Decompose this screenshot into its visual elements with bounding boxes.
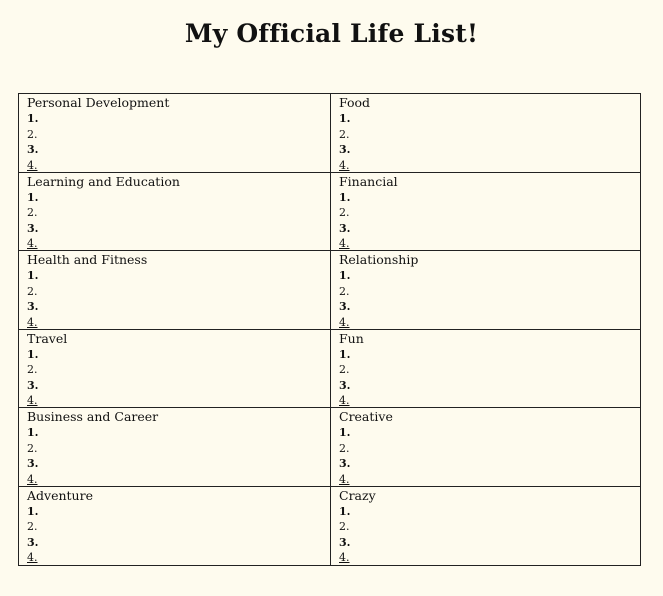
- list-item-number: 4.: [339, 315, 350, 329]
- category-label: Financial: [339, 173, 398, 189]
- list-item-number: 3.: [27, 221, 39, 235]
- list-item-number: 3.: [339, 221, 351, 235]
- list-item-number: 2.: [339, 520, 350, 533]
- category-label: Travel: [27, 330, 68, 346]
- list-item-number: 1.: [339, 504, 351, 518]
- list-item-number: 3.: [27, 535, 39, 549]
- list-item-number: 1.: [27, 347, 39, 361]
- category-label: Learning and Education: [27, 173, 180, 189]
- list-item-number: 2.: [27, 520, 38, 533]
- list-item-number: 3.: [27, 300, 39, 313]
- list-item-number: 1.: [339, 347, 351, 361]
- category-label: Adventure: [27, 487, 93, 503]
- list-item-number: 3.: [339, 143, 351, 156]
- list-item-number: 1.: [339, 190, 351, 204]
- life-list-table: [18, 93, 641, 566]
- list-item-number: 1.: [27, 504, 39, 518]
- list-item-number: 4.: [27, 394, 38, 407]
- category-label: Business and Career: [27, 409, 159, 424]
- list-item-number: 4.: [339, 472, 350, 486]
- list-item-number: 2.: [27, 284, 38, 298]
- list-item-number: 4.: [339, 158, 350, 172]
- list-item-number: 2.: [339, 284, 350, 298]
- category-cell-business-and-career: [19, 408, 331, 487]
- category-label: Fun: [339, 330, 364, 346]
- category-cell-creative: [331, 408, 640, 487]
- list-item-number: 4.: [339, 237, 350, 250]
- list-item-number: 1.: [27, 112, 39, 125]
- list-item-number: 4.: [27, 315, 38, 329]
- list-item-number: 2.: [339, 127, 350, 141]
- list-item-number: 1.: [27, 190, 39, 204]
- page-title: My Official Life List!: [184, 19, 479, 48]
- category-label: Relationship: [339, 252, 419, 267]
- category-cell-crazy: [331, 487, 640, 566]
- list-item-number: 1.: [339, 269, 351, 282]
- category-cell-adventure: [19, 487, 331, 566]
- list-item-number: 3.: [339, 535, 351, 549]
- list-item-number: 2.: [27, 441, 38, 455]
- category-cell-fun: [331, 330, 640, 409]
- list-item-number: 3.: [27, 457, 39, 470]
- category-cell-health-and-fitness: [19, 251, 331, 330]
- list-item-number: 2.: [339, 363, 350, 376]
- category-cell-learning-and-education: [19, 173, 331, 252]
- list-item-number: 2.: [27, 206, 38, 219]
- category-label: Crazy: [339, 487, 376, 503]
- list-item-number: 3.: [339, 300, 351, 313]
- list-item-number: 4.: [27, 472, 38, 486]
- list-item-number: 2.: [27, 127, 38, 141]
- list-item-number: 4.: [27, 551, 38, 564]
- list-item-number: 1.: [27, 269, 39, 282]
- list-item-number: 4.: [339, 394, 350, 407]
- list-item-number: 4.: [339, 551, 350, 564]
- category-cell-personal-development: [19, 94, 331, 173]
- category-cell-food: [331, 94, 640, 173]
- list-item-number: 3.: [27, 378, 39, 392]
- category-label: Personal Development: [27, 95, 170, 110]
- list-item-number: 2.: [339, 441, 350, 455]
- category-label: Health and Fitness: [27, 252, 148, 267]
- list-item-number: 1.: [27, 426, 39, 439]
- category-label: Food: [339, 95, 371, 110]
- list-item-number: 2.: [27, 363, 38, 376]
- list-item-number: 1.: [339, 426, 351, 439]
- category-cell-financial: [331, 173, 640, 252]
- list-item-number: 1.: [339, 112, 351, 125]
- category-cell-relationship: [331, 251, 640, 330]
- list-item-number: 3.: [339, 457, 351, 470]
- list-item-number: 4.: [27, 158, 38, 172]
- list-item-number: 3.: [27, 143, 39, 156]
- category-cell-travel: [19, 330, 331, 409]
- category-label: Creative: [339, 409, 393, 424]
- list-item-number: 3.: [339, 378, 351, 392]
- list-item-number: 2.: [339, 206, 350, 219]
- list-item-number: 4.: [27, 237, 38, 250]
